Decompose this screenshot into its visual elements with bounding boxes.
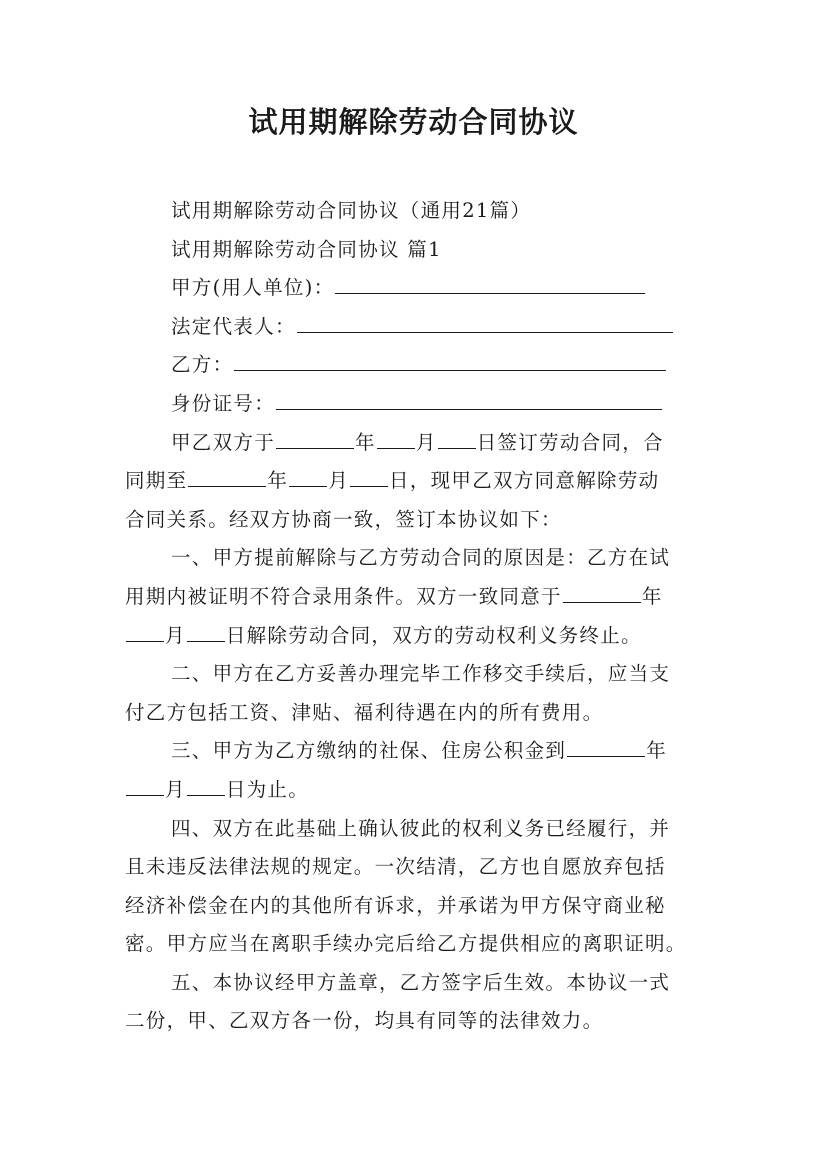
- p2-line2: [125, 578, 705, 617]
- p5-line3: 经济补偿金在内的其他所有诉求，并承诺为甲方保守商业秘: [125, 893, 666, 917]
- p5-line4: 密。甲方应当在离职手续办完后给乙方提供相应的离职证明。: [125, 932, 687, 956]
- p1-text-e: 同期至: [125, 469, 188, 493]
- party-a-label: 甲方(用人单位)：: [171, 276, 335, 300]
- party-b-field: [125, 346, 705, 385]
- legal-rep-label: 法定代表人：: [171, 314, 296, 338]
- document-subtitle: 试用期解除劳动合同协议（通用21篇）: [171, 199, 532, 222]
- p4-text-d: 日为止。: [225, 777, 310, 801]
- p3-line1: 二、甲方在乙方妥善办理完毕工作移交手续后，应当支: [171, 662, 671, 686]
- party-b-label: 乙方：: [171, 353, 234, 377]
- p1-line2: [125, 462, 705, 501]
- p1-text-a: 甲乙双方于: [171, 430, 276, 454]
- p1-text-c: 月: [415, 430, 437, 454]
- party-b-blank[interactable]: [234, 348, 666, 371]
- insurance-day-blank[interactable]: [187, 773, 225, 796]
- p5-line2: 且未违反法律法规的规定。一次结清，乙方也自愿放弃包括: [125, 855, 666, 879]
- p1-line3: 合同关系。经双方协商一致，签订本协议如下：: [125, 507, 562, 531]
- sign-month-blank[interactable]: [377, 426, 415, 449]
- insurance-month-blank[interactable]: [126, 773, 164, 796]
- id-number-label: 身份证号：: [171, 391, 276, 415]
- legal-rep-blank[interactable]: [297, 310, 673, 333]
- document-body: [125, 192, 705, 1041]
- p6-line1: 五、本协议经甲方盖章，乙方签字后生效。本协议一式: [171, 970, 671, 994]
- p1-text-d: 日签订劳动合同，合: [476, 430, 664, 454]
- p2-text-e: 日解除劳动合同，双方的劳动权利义务终止。: [225, 623, 642, 647]
- terminate-year-blank[interactable]: [563, 580, 641, 603]
- sign-year-blank[interactable]: [276, 426, 354, 449]
- p2-line3: [125, 617, 705, 656]
- p2-text-d: 月: [165, 623, 186, 647]
- p1-text-f: 年: [267, 469, 289, 493]
- p2-text-c: 年: [641, 584, 663, 608]
- p2-line1: 一、甲方提前解除与乙方劳动合同的原因是：乙方在试: [171, 546, 671, 570]
- id-number-blank[interactable]: [276, 387, 662, 410]
- end-year-blank[interactable]: [188, 464, 266, 487]
- party-a-field: [125, 269, 705, 308]
- p5-line1: 四、双方在此基础上确认彼此的权利义务已经履行，并: [171, 816, 671, 840]
- document-title: 试用期解除劳动合同协议: [248, 105, 579, 139]
- p1-line1: [125, 424, 705, 463]
- p2-text-b: 用期内被证明不符合录用条件。双方一致同意于: [125, 584, 562, 608]
- p3-line2: 付乙方包括工资、津贴、福利待遇在内的所有费用。: [125, 700, 604, 724]
- insurance-year-blank[interactable]: [567, 734, 645, 757]
- p1-text-g: 月: [328, 469, 350, 493]
- p4-text-b: 年: [646, 739, 668, 763]
- terminate-month-blank[interactable]: [126, 619, 164, 642]
- id-number-field: [125, 385, 705, 424]
- section-heading: 试用期解除劳动合同协议 篇1: [171, 237, 442, 261]
- p4-line1: [125, 732, 705, 771]
- p1-text-b: 年: [355, 430, 376, 454]
- legal-rep-field: [125, 308, 705, 347]
- end-day-blank[interactable]: [350, 464, 388, 487]
- end-month-blank[interactable]: [289, 464, 327, 487]
- p4-text-c: 月: [165, 777, 186, 801]
- p4-text-a: 三、甲方为乙方缴纳的社保、住房公积金到: [171, 739, 567, 763]
- party-a-blank[interactable]: [335, 271, 645, 294]
- p1-text-h: 日，现甲乙双方同意解除劳动: [389, 469, 660, 493]
- terminate-day-blank[interactable]: [187, 619, 225, 642]
- p4-line2: [125, 771, 705, 810]
- sign-day-blank[interactable]: [438, 426, 476, 449]
- p6-line2: 二份，甲、乙双方各一份，均具有同等的法律效力。: [125, 1009, 604, 1033]
